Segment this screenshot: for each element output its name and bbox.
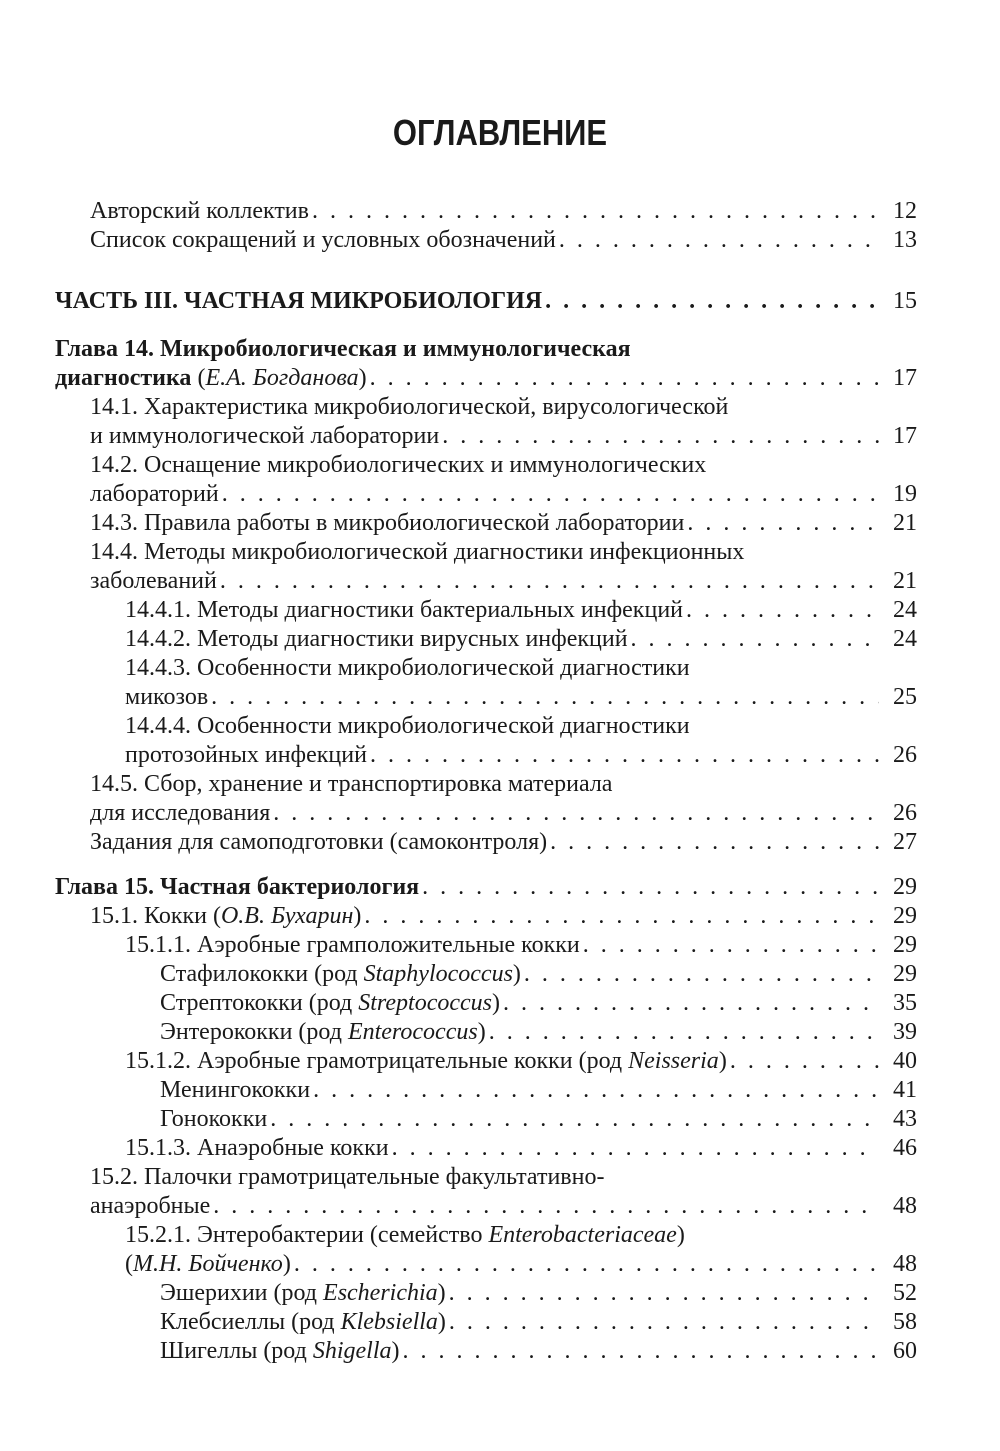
latin-name: Shigella	[312, 1338, 392, 1364]
toc-entry-text: 15.1. Кокки (	[90, 903, 221, 929]
toc-entry-text: 15.1.3. Анаэробные кокки	[125, 1135, 389, 1161]
page-number: 12	[893, 198, 917, 224]
paren-close: )	[391, 1338, 400, 1364]
page-number: 24	[893, 597, 917, 623]
page-number: 60	[893, 1338, 917, 1364]
toc-entry-text-line2: лабораторий	[90, 481, 219, 507]
page-number: 29	[893, 961, 917, 987]
leader-dots	[631, 625, 879, 654]
leader-dots	[270, 1105, 879, 1134]
latin-name: Streptococcus	[358, 990, 492, 1016]
leader-dots	[213, 1192, 879, 1221]
page-number: 13	[893, 227, 917, 253]
toc-entry-text: 15.1.2. Аэробные грамотрицательные кокки (род	[125, 1048, 629, 1074]
page-number: 48	[893, 1193, 917, 1219]
leader-dots	[550, 828, 879, 857]
page-number: 43	[893, 1106, 917, 1132]
paren-close: )	[492, 990, 500, 1016]
toc-entry-text-line2: диагностика	[55, 365, 192, 391]
leader-dots	[402, 1337, 879, 1366]
toc-entry-text: Авторский коллектив	[90, 198, 309, 224]
page-number: 26	[893, 800, 917, 826]
latin-name: Enterococcus	[347, 1019, 478, 1045]
page-number: 52	[893, 1280, 917, 1306]
author-name: О.В. Бухарин	[220, 903, 354, 929]
leader-dots	[442, 422, 879, 451]
paren-close: )	[718, 1048, 727, 1074]
page-number: 48	[893, 1251, 917, 1277]
page-number: 29	[893, 903, 917, 929]
leader-dots	[686, 596, 879, 625]
leader-dots	[449, 1279, 879, 1308]
leader-dots	[370, 741, 879, 770]
leader-dots	[730, 1047, 879, 1076]
toc-entry-text: Глава 15. Частная бактериология	[55, 874, 420, 900]
leader-dots	[312, 197, 879, 226]
toc-entry-text: Гонококки	[160, 1106, 268, 1132]
toc-entry-text-line2: протозойных инфекций	[125, 742, 367, 768]
toc-entry-text-line1: 14.4.3. Особенности микробиологической диагностики	[125, 655, 690, 681]
page-number: 46	[893, 1135, 917, 1161]
page-number: 21	[893, 568, 917, 594]
page-number: 41	[893, 1077, 917, 1103]
toc-entry-text: 14.4.2. Методы диагностики вирусных инфекций	[125, 626, 628, 652]
toc-entry-text: 14.3. Правила работы в микробиологической лаборатории	[90, 510, 685, 536]
toc-entry-text-line1: 14.4.4. Особенности микробиологической диагностики	[125, 713, 690, 739]
page-number: 29	[893, 932, 917, 958]
page-number: 35	[893, 990, 917, 1016]
toc-entry-text: Стафилококки (род	[160, 961, 364, 987]
leader-dots	[294, 1250, 879, 1279]
toc-entry-text-line2: и иммунологической лаборатории	[90, 423, 440, 449]
page-number: 29	[893, 874, 917, 900]
author-name: М.Н. Бойченко	[133, 1251, 283, 1277]
toc-entry-text-line1: 14.5. Сбор, хранение и транспортировка материала	[90, 771, 613, 797]
paren-close: )	[282, 1251, 291, 1277]
toc-entry-text: Список сокращений и условных обозначений	[90, 227, 556, 253]
latin-name: Neisseria	[628, 1048, 719, 1074]
leader-dots	[222, 480, 879, 509]
toc-entry-text-line2: заболеваний	[90, 568, 217, 594]
leader-dots	[583, 931, 879, 960]
page-number: 58	[893, 1309, 917, 1335]
toc-entry-text-line1: 14.1. Характеристика микробиологической, вирусологической	[90, 394, 729, 420]
latin-name: Escherichia	[323, 1280, 438, 1306]
leader-dots	[220, 567, 879, 596]
page-number: 15	[893, 288, 917, 314]
page-number: 17	[893, 365, 917, 391]
toc-entry-text-line1: Глава 14. Микробиологическая и иммунологическая	[55, 336, 631, 362]
paren-close: )	[676, 1222, 685, 1248]
leader-dots	[545, 287, 879, 316]
leader-dots	[559, 226, 879, 255]
toc-entry-text-line1: 14.4. Методы микробиологической диагностики инфекционных	[90, 539, 745, 565]
paren-open: (	[125, 1251, 133, 1277]
page-number: 17	[893, 423, 917, 449]
leader-dots	[449, 1308, 879, 1337]
leader-dots	[313, 1076, 879, 1105]
page-number: 21	[893, 510, 917, 536]
latin-name: Staphylococcus	[363, 961, 513, 987]
page-number: 26	[893, 742, 917, 768]
toc-entry-text-line2: микозов	[125, 684, 209, 710]
page-number: 25	[893, 684, 917, 710]
paren-close: )	[477, 1019, 486, 1045]
page-number: 24	[893, 626, 917, 652]
toc-entry-text: Задания для самоподготовки (самоконтроля)	[90, 829, 548, 855]
toc-entry-text-line2: для исследования	[90, 800, 271, 826]
paren-close: )	[353, 903, 362, 929]
page-title: ОГЛАВЛЕНИЕ	[392, 112, 608, 153]
paren-close: )	[358, 365, 367, 391]
page-number: 27	[893, 829, 917, 855]
page-number: 40	[893, 1048, 917, 1074]
leader-dots	[211, 683, 879, 712]
toc-entry-text: Энтерококки (род	[160, 1019, 348, 1045]
latin-name: Klebsiella	[340, 1309, 438, 1335]
leader-dots	[392, 1134, 879, 1163]
leader-dots	[524, 960, 879, 989]
toc-entry-text-line1: 15.2. Палочки грамотрицательные факультативно-	[90, 1164, 605, 1190]
paren-open: (	[191, 365, 206, 391]
leader-dots	[273, 799, 879, 828]
toc-entry-text: Стрептококки (род	[160, 990, 359, 1016]
toc-entry-text: Менингококки	[160, 1077, 311, 1103]
paren-close: )	[437, 1309, 446, 1335]
author-name: Е.А. Богданова	[205, 365, 359, 391]
toc-entry-text: Клебсиеллы (род	[160, 1309, 341, 1335]
leader-dots	[489, 1018, 879, 1047]
toc-entry-text-line2: анаэробные	[90, 1193, 211, 1219]
paren-close: )	[512, 961, 521, 987]
page-number: 19	[893, 481, 917, 507]
toc-entry-text-line1: 14.2. Оснащение микробиологических и иммунологических	[90, 452, 707, 478]
toc-entry-text-line1: 15.2.1. Энтеробактерии (семейство	[125, 1222, 489, 1248]
leader-dots	[687, 509, 879, 538]
leader-dots	[370, 364, 879, 393]
toc-entry-text: ЧАСТЬ III. ЧАСТНАЯ МИКРОБИОЛОГИЯ	[55, 288, 543, 314]
toc-entry-text: 14.4.1. Методы диагностики бактериальных инфекций	[125, 597, 683, 623]
leader-dots	[503, 989, 879, 1018]
page-number: 39	[893, 1019, 917, 1045]
latin-name: Enterobacteriaceae	[488, 1222, 677, 1248]
toc-entry-text: 15.1.1. Аэробные грамположительные кокки	[125, 932, 580, 958]
paren-close: )	[437, 1280, 446, 1306]
toc-entry-text: Эшерихии (род	[160, 1280, 324, 1306]
toc-entry-text: Шигеллы (род	[160, 1338, 313, 1364]
leader-dots	[364, 902, 879, 931]
leader-dots	[422, 873, 879, 902]
